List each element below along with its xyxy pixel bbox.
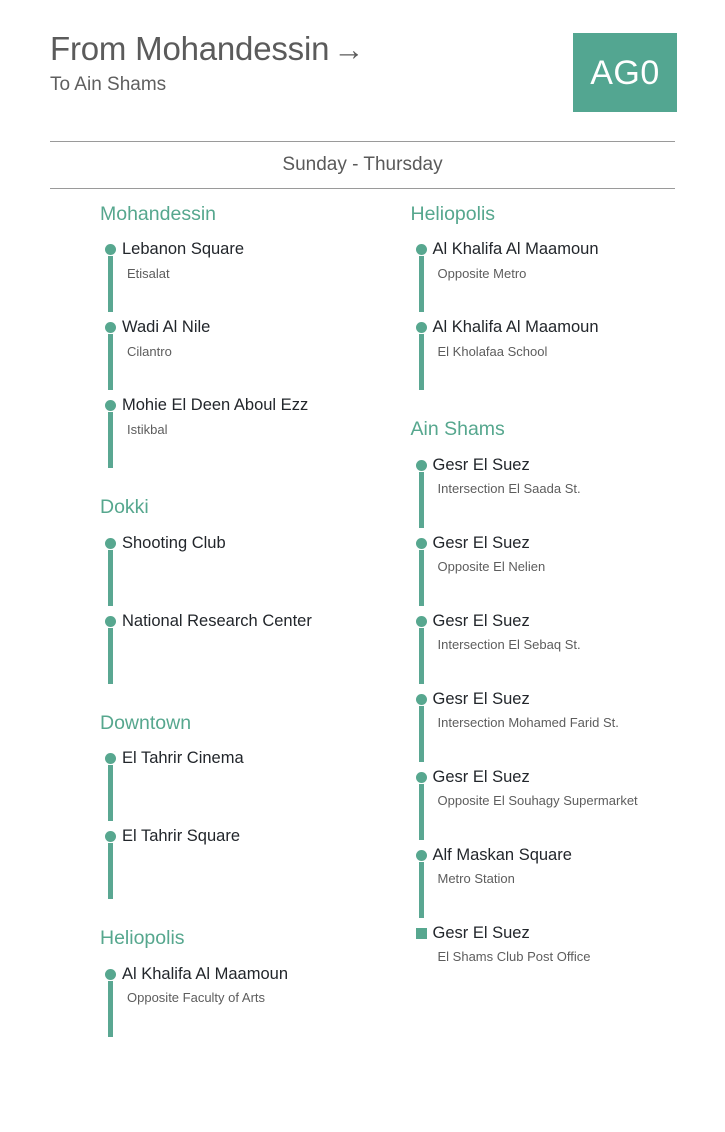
- line-badge-label: AG0: [590, 53, 660, 92]
- stop-item[interactable]: [411, 534, 725, 612]
- service-days-bar: [50, 141, 675, 189]
- stop-group: [411, 418, 725, 967]
- stop-marker-dot-icon: [416, 616, 427, 627]
- stop-name: National Research Center: [122, 611, 312, 630]
- stop-landmark: Intersection Mohamed Farid St.: [437, 714, 619, 730]
- stop-group: [100, 927, 363, 1042]
- stop-list: [100, 965, 363, 1043]
- stop-name: Al Khalifa Al Maamoun: [122, 964, 289, 983]
- stop-name: Gesr El Suez: [432, 533, 530, 552]
- stop-landmark: Intersection El Saada St.: [437, 480, 581, 496]
- stop-group-title: Downtown: [100, 711, 192, 734]
- stop-list: [411, 240, 725, 396]
- stop-name: Lebanon Square: [122, 240, 245, 259]
- stop-marker-dot-icon: [105, 969, 116, 980]
- stop-marker-dot-icon: [416, 322, 427, 333]
- stop-group: [100, 203, 363, 474]
- stop-item[interactable]: [100, 827, 363, 905]
- stop-group: [100, 496, 363, 689]
- route-connector-line: [108, 765, 113, 821]
- stop-marker-dot-icon: [105, 244, 116, 255]
- stop-item[interactable]: [411, 240, 725, 318]
- stops-column-right: [363, 203, 725, 1043]
- stop-landmark: Etisalat: [127, 265, 170, 281]
- stop-item[interactable]: [411, 846, 725, 924]
- route-origin-label: From Mohandessin: [50, 30, 330, 67]
- route-connector-line: [108, 256, 113, 312]
- route-connector-line: [419, 550, 424, 606]
- route-connector-line: [419, 862, 424, 918]
- stop-item[interactable]: [411, 768, 725, 846]
- stop-name: Al Khalifa Al Maamoun: [432, 318, 599, 337]
- route-connector-line: [108, 843, 113, 899]
- stop-landmark: El Shams Club Post Office: [437, 948, 591, 964]
- stop-name: El Tahrir Square: [122, 827, 241, 846]
- stop-item[interactable]: [411, 612, 725, 690]
- line-badge[interactable]: [573, 33, 677, 112]
- stop-marker-dot-icon: [105, 831, 116, 842]
- stop-name: Alf Maskan Square: [432, 845, 572, 864]
- stop-name: Al Khalifa Al Maamoun: [432, 240, 599, 259]
- route-connector-line: [108, 550, 113, 606]
- stop-landmark: Cilantro: [127, 343, 172, 359]
- page-title: [50, 30, 530, 69]
- stop-group-title: Ain Shams: [410, 418, 505, 441]
- stop-list: [100, 240, 363, 474]
- route-connector-line: [419, 628, 424, 684]
- stop-marker-dot-icon: [416, 460, 427, 471]
- stop-marker-dot-icon: [105, 322, 116, 333]
- stop-group: [411, 203, 725, 396]
- stop-list: [411, 456, 725, 968]
- stop-name: Gesr El Suez: [432, 689, 530, 708]
- stop-marker-dot-icon: [416, 244, 427, 255]
- stop-name: El Tahrir Cinema: [122, 749, 244, 768]
- stop-name: Mohie El Deen Aboul Ezz: [122, 396, 309, 415]
- stop-item[interactable]: [100, 749, 363, 827]
- stop-landmark: Opposite El Souhagy Supermarket: [437, 792, 638, 808]
- route-connector-line: [419, 784, 424, 840]
- stop-marker-dot-icon: [105, 616, 116, 627]
- stop-group-title: Heliopolis: [100, 927, 185, 950]
- stop-item[interactable]: [411, 924, 725, 968]
- stop-marker-dot-icon: [105, 400, 116, 411]
- route-connector-line: [108, 981, 113, 1037]
- header-titles: [50, 30, 530, 97]
- stop-name: Gesr El Suez: [432, 923, 530, 942]
- route-connector-line: [419, 706, 424, 762]
- stop-list: [100, 749, 363, 905]
- route-connector-line: [108, 412, 113, 468]
- stops-column-left: [0, 203, 363, 1043]
- stop-item[interactable]: [100, 240, 363, 318]
- stop-group-title: Dokki: [100, 496, 149, 519]
- stop-landmark: El Kholafaa School: [437, 343, 548, 359]
- stop-landmark: Intersection El Sebaq St.: [437, 636, 581, 652]
- stop-list: [100, 534, 363, 690]
- route-connector-line: [419, 256, 424, 312]
- route-connector-line: [419, 472, 424, 528]
- service-days-label: Sunday - Thursday: [282, 154, 443, 175]
- stop-marker-dot-icon: [105, 538, 116, 549]
- stops-columns: [0, 203, 725, 1043]
- route-destination-label: To Ain Shams: [50, 73, 167, 95]
- stop-landmark: Opposite El Nelien: [437, 558, 546, 574]
- stop-marker-dot-icon: [416, 694, 427, 705]
- stop-name: Gesr El Suez: [432, 767, 530, 786]
- page-header: [0, 0, 725, 112]
- route-connector-line: [419, 334, 424, 390]
- route-connector-line: [108, 628, 113, 684]
- stop-marker-square-icon: [416, 928, 427, 939]
- stop-marker-dot-icon: [416, 538, 427, 549]
- route-connector-line: [108, 334, 113, 390]
- stop-marker-dot-icon: [416, 772, 427, 783]
- stop-group-title: Mohandessin: [100, 203, 216, 225]
- stop-item[interactable]: [100, 612, 363, 690]
- stop-name: Gesr El Suez: [432, 455, 530, 474]
- stop-group: [100, 712, 363, 905]
- stop-name: Shooting Club: [122, 533, 226, 552]
- stop-item[interactable]: [411, 456, 725, 534]
- stop-landmark: Opposite Faculty of Arts: [127, 989, 266, 1005]
- stop-name: Wadi Al Nile: [122, 318, 211, 337]
- stop-item[interactable]: [100, 396, 363, 474]
- stop-landmark: Opposite Metro: [437, 265, 527, 281]
- stop-item[interactable]: [411, 690, 725, 768]
- stop-item[interactable]: [100, 318, 363, 396]
- stop-item[interactable]: [100, 965, 363, 1043]
- stop-landmark: Istikbal: [127, 421, 168, 437]
- stop-item[interactable]: [411, 318, 725, 396]
- stop-marker-dot-icon: [105, 753, 116, 764]
- stop-item[interactable]: [100, 534, 363, 612]
- stop-marker-dot-icon: [416, 850, 427, 861]
- arrow-right-icon: →: [333, 32, 365, 67]
- stop-group-title: Heliopolis: [410, 203, 496, 225]
- stop-landmark: Metro Station: [437, 870, 515, 886]
- stop-name: Gesr El Suez: [432, 611, 530, 630]
